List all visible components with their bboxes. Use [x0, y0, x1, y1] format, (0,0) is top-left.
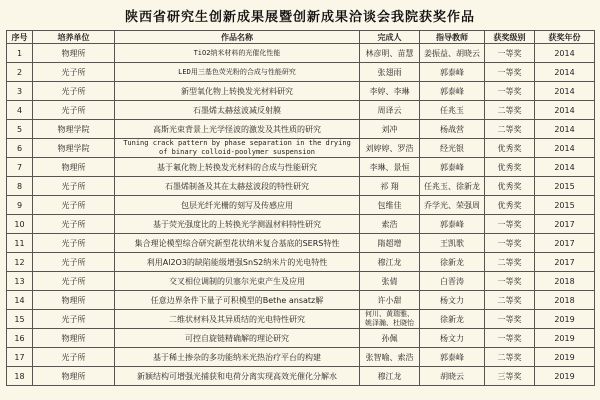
table-row [7, 291, 595, 310]
cell-no: 8 [7, 177, 33, 196]
cell-advisor: 胡晓云 [420, 367, 485, 386]
cell-advisor: 徐新龙 [420, 310, 485, 329]
cell-level: 优秀奖 [485, 158, 535, 177]
cell-unit: 光子所 [33, 82, 115, 101]
cell-authors: 包维佳 [360, 196, 420, 215]
cell-advisor: 徐新龙 [420, 253, 485, 272]
cell-work: 利用Al2O3的缺陷能级增强SnS2纳米片的光电特性 [115, 253, 360, 272]
cell-unit: 光子所 [33, 253, 115, 272]
cell-level: 一等奖 [485, 63, 535, 82]
cell-no: 12 [7, 253, 33, 272]
cell-authors: 李婷、李琳 [360, 82, 420, 101]
cell-authors: 索浩 [360, 215, 420, 234]
cell-level: 一等奖 [485, 44, 535, 63]
cell-year: 2018 [535, 272, 595, 291]
cell-advisor: 郭泰峰 [420, 158, 485, 177]
cell-level: 一等奖 [485, 310, 535, 329]
cell-advisor: 郭泰峰 [420, 63, 485, 82]
cell-unit: 物理所 [33, 291, 115, 310]
cell-work: LED用三基色荧光粉的合成与性能研究 [115, 63, 360, 82]
cell-unit: 物理所 [33, 367, 115, 386]
header-row [7, 31, 595, 44]
cell-advisor: 杨战营 [420, 120, 485, 139]
cell-year: 2014 [535, 82, 595, 101]
cell-work: Tuning crack pattern by phase separation in the drying of binary colloid-poolymer suspension [115, 139, 360, 158]
cell-authors: 许小甜 [360, 291, 420, 310]
cell-work: 新型氧化物上转换发光材料研究 [115, 82, 360, 101]
cell-unit: 光子所 [33, 101, 115, 120]
cell-advisor: 任兆玉、徐新龙 [420, 177, 485, 196]
cell-unit: 物理学院 [33, 139, 115, 158]
cell-work: 石墨烯太赫兹波减反射膜 [115, 101, 360, 120]
table-row [7, 234, 595, 253]
cell-year: 2015 [535, 196, 595, 215]
cell-advisor: 杨文力 [420, 291, 485, 310]
cell-work: TiO2纳米材料的光催化性能 [115, 44, 360, 63]
cell-year: 2014 [535, 120, 595, 139]
cell-work: 基于稀土掺杂的多功能纳米光热治疗平台的构建 [115, 348, 360, 367]
cell-work: 集合理论模型综合研究新型花状纳米复合基底的SERS特性 [115, 234, 360, 253]
awards-table [6, 30, 595, 386]
header-unit: 培养单位 [33, 31, 115, 44]
cell-advisor: 经光银 [420, 139, 485, 158]
cell-advisor: 郭泰峰 [420, 215, 485, 234]
cell-level: 一等奖 [485, 215, 535, 234]
cell-no: 6 [7, 139, 33, 158]
cell-work: 可控自旋链精确解的理论研究 [115, 329, 360, 348]
cell-year: 2014 [535, 139, 595, 158]
page-title: 陕西省研究生创新成果展暨创新成果洽谈会我院获奖作品 [124, 10, 475, 25]
cell-authors: 李琳、景恒 [360, 158, 420, 177]
cell-advisor: 乔学光、荣强周 [420, 196, 485, 215]
table-row [7, 272, 595, 291]
cell-work: 基于氟化物上转换发光材料的合成与性能研究 [115, 158, 360, 177]
cell-advisor: 杨文力 [420, 329, 485, 348]
header-work: 作品名称 [115, 31, 360, 44]
cell-year: 2015 [535, 177, 595, 196]
cell-unit: 物理学院 [33, 120, 115, 139]
cell-no: 3 [7, 82, 33, 101]
table-row [7, 139, 595, 158]
cell-year: 2017 [535, 234, 595, 253]
header-advisor: 指导教师 [420, 31, 485, 44]
table-row [7, 120, 595, 139]
table-row [7, 253, 595, 272]
cell-work: 石墨烯制备及其在太赫兹波段的特性研究 [115, 177, 360, 196]
cell-no: 10 [7, 215, 33, 234]
cell-year: 2019 [535, 329, 595, 348]
cell-unit: 光子所 [33, 234, 115, 253]
cell-unit: 光子所 [33, 196, 115, 215]
table-row [7, 177, 595, 196]
cell-unit: 光子所 [33, 310, 115, 329]
cell-no: 9 [7, 196, 33, 215]
cell-no: 11 [7, 234, 33, 253]
cell-year: 2017 [535, 253, 595, 272]
cell-authors: 隋超增 [360, 234, 420, 253]
cell-no: 15 [7, 310, 33, 329]
cell-level: 二等奖 [485, 253, 535, 272]
cell-year: 2014 [535, 158, 595, 177]
cell-advisor: 任兆玉 [420, 101, 485, 120]
cell-no: 18 [7, 367, 33, 386]
cell-year: 2014 [535, 101, 595, 120]
cell-authors: 刘婷婷、罗浩 [360, 139, 420, 158]
cell-year: 2019 [535, 348, 595, 367]
cell-no: 17 [7, 348, 33, 367]
table-row [7, 367, 595, 386]
header-year: 获奖年份 [535, 31, 595, 44]
header-authors: 完成人 [360, 31, 420, 44]
cell-no: 7 [7, 158, 33, 177]
cell-unit: 光子所 [33, 272, 115, 291]
cell-level: 一等奖 [485, 234, 535, 253]
table-row [7, 63, 595, 82]
cell-unit: 物理所 [33, 44, 115, 63]
cell-year: 2019 [535, 310, 595, 329]
cell-no: 5 [7, 120, 33, 139]
cell-authors: 穆江龙 [360, 367, 420, 386]
cell-level: 优秀奖 [485, 139, 535, 158]
cell-no: 2 [7, 63, 33, 82]
cell-authors: 何川、黄瑞雅、姚泽瀚、杜晓怡 [360, 310, 420, 329]
cell-unit: 光子所 [33, 215, 115, 234]
cell-work: 高斯光束背景上光学怪波的激发及其性质的研究 [115, 120, 360, 139]
cell-level: 一等奖 [485, 329, 535, 348]
cell-no: 4 [7, 101, 33, 120]
cell-unit: 光子所 [33, 177, 115, 196]
cell-authors: 周译云 [360, 101, 420, 120]
table-row [7, 329, 595, 348]
header-no: 序号 [7, 31, 33, 44]
table-row [7, 196, 595, 215]
table-row [7, 348, 595, 367]
table-row [7, 310, 595, 329]
cell-work: 交叉相位调制的贝塞尔光束产生及应用 [115, 272, 360, 291]
cell-year: 2014 [535, 63, 595, 82]
cell-work: 二维状材料及其异质结的光电特性研究 [115, 310, 360, 329]
cell-authors: 穆江龙 [360, 253, 420, 272]
cell-level: 二等奖 [485, 291, 535, 310]
cell-level: 一等奖 [485, 272, 535, 291]
cell-work: 包层光纤光栅的刻写及传感应用 [115, 196, 360, 215]
cell-advisor: 白晋涛 [420, 272, 485, 291]
cell-authors: 孙佩 [360, 329, 420, 348]
cell-no: 13 [7, 272, 33, 291]
table-body [7, 44, 595, 386]
cell-advisor: 王凯歌 [420, 234, 485, 253]
cell-year: 2018 [535, 291, 595, 310]
table-row [7, 44, 595, 63]
cell-level: 三等奖 [485, 367, 535, 386]
cell-authors: 林彦明、苗慧 [360, 44, 420, 63]
cell-no: 1 [7, 44, 33, 63]
cell-advisor: 郭泰峰 [420, 82, 485, 101]
cell-authors: 张倩 [360, 272, 420, 291]
cell-authors: 刘冲 [360, 120, 420, 139]
table-row [7, 215, 595, 234]
table-row [7, 101, 595, 120]
cell-level: 优秀奖 [485, 177, 535, 196]
cell-unit: 物理所 [33, 329, 115, 348]
table-row [7, 158, 595, 177]
cell-authors: 张翅雨 [360, 63, 420, 82]
cell-year: 2019 [535, 367, 595, 386]
header-level: 获奖级别 [485, 31, 535, 44]
cell-level: 二等奖 [485, 120, 535, 139]
cell-advisor: 姜振益、胡晓云 [420, 44, 485, 63]
cell-no: 14 [7, 291, 33, 310]
cell-advisor: 郭泰峰 [420, 348, 485, 367]
cell-authors: 祁 翔 [360, 177, 420, 196]
cell-authors: 张智喻、索浩 [360, 348, 420, 367]
cell-no: 16 [7, 329, 33, 348]
cell-unit: 光子所 [33, 348, 115, 367]
cell-unit: 光子所 [33, 63, 115, 82]
table-row [7, 82, 595, 101]
cell-work: 新颖结构可增强光捕获和电荷分离实现高效光催化分解水 [115, 367, 360, 386]
cell-year: 2014 [535, 44, 595, 63]
cell-level: 二等奖 [485, 101, 535, 120]
cell-level: 二等奖 [485, 348, 535, 367]
cell-work: 任意边界条件下量子可积模型的Bethe ansatz解 [115, 291, 360, 310]
cell-unit: 物理所 [33, 158, 115, 177]
cell-work: 基于荧光强度比的上转换光学测温材料特性研究 [115, 215, 360, 234]
cell-year: 2017 [535, 215, 595, 234]
cell-level: 优秀奖 [485, 196, 535, 215]
cell-level: 一等奖 [485, 82, 535, 101]
